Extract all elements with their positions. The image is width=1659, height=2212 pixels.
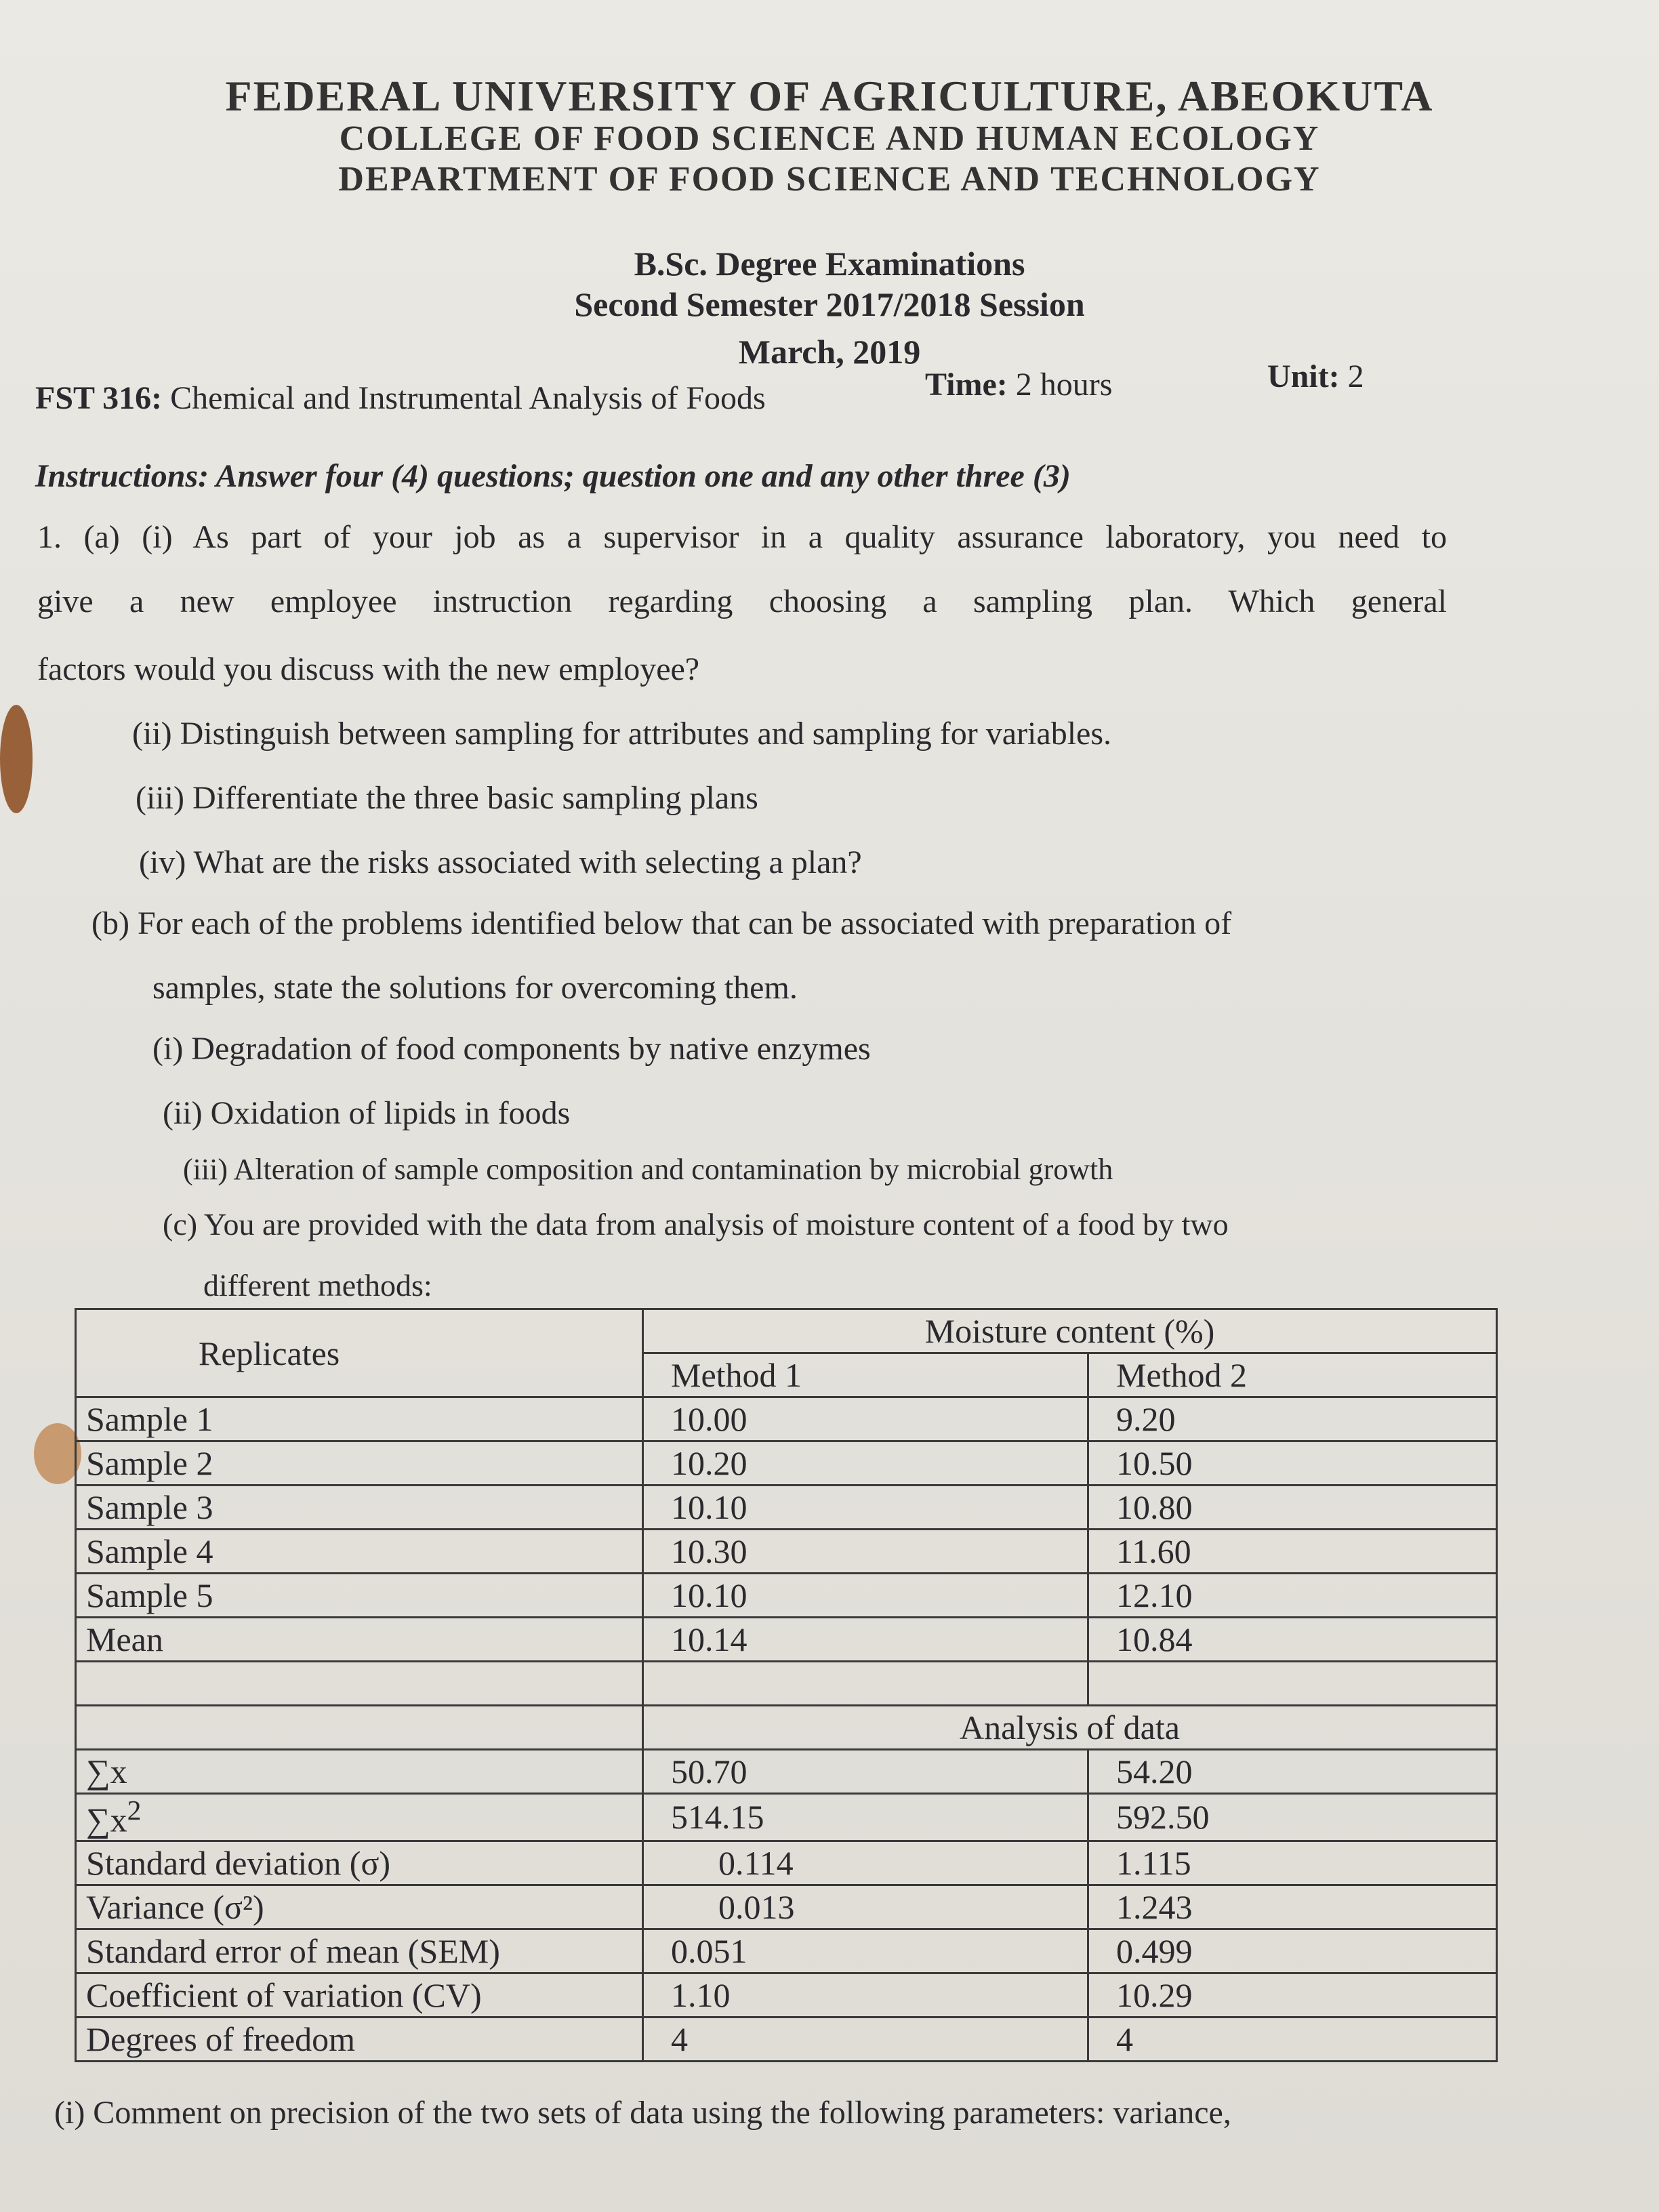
table-row [76,1397,1497,1441]
question-1a-iv: (iv) What are the risks associated with selecting a plan? [139,844,862,880]
method-2-value: 592.50 [1088,1794,1497,1841]
time-line [925,366,1112,403]
method-1-value: 10.14 [643,1618,1088,1662]
method-2-value: 10.84 [1088,1618,1497,1662]
row-label: Sample 4 [76,1530,643,1574]
row-label: Standard deviation (σ) [76,1841,643,1885]
method-1-value: 10.00 [643,1397,1088,1441]
empty-cell [1088,1662,1497,1706]
method-2-value: 0.499 [1088,1929,1497,1973]
row-label: Sample 2 [76,1441,643,1486]
row-label: Sample 5 [76,1574,643,1618]
method-2-value: 1.243 [1088,1885,1497,1929]
method-2-value: 11.60 [1088,1530,1497,1574]
unit-value: 2 [1347,359,1364,394]
question-1b-line2: samples, state the solutions for overcoming them. [152,970,798,1006]
unit-line [1267,358,1364,395]
sum-x-squared-label: ∑x [86,1801,127,1839]
row-label: ∑x [76,1750,643,1794]
method-1-value: 10.30 [643,1530,1088,1574]
method-2-value: 54.20 [1088,1750,1497,1794]
method-1-value: 0.114 [643,1841,1088,1885]
moisture-header: Moisture content (%) [643,1309,1497,1353]
course-title: Chemical and Instrumental Analysis of Foods [170,380,766,416]
question-1a-i-line2: give a new employee instruction regarding choosing a sampling plan. Which general [37,583,1447,619]
method-1-value: 1.10 [643,1973,1088,2017]
table-row [76,1662,1497,1706]
table-row [76,1885,1497,1929]
replicates-header: Replicates [76,1309,643,1397]
question-1a-i-line3: factors would you discuss with the new employee? [37,651,700,687]
method-1-value: 0.013 [643,1885,1088,1929]
question-1b-ii: (ii) Oxidation of lipids in foods [163,1095,571,1131]
method-1-value: 514.15 [643,1794,1088,1841]
college-name: COLLEGE OF FOOD SCIENCE AND HUMAN ECOLOGY [339,119,1320,158]
row-label [76,1885,643,1929]
table-row [76,1750,1497,1794]
stain-mark [0,705,33,813]
row-label: Standard error of mean (SEM) [76,1929,643,1973]
instructions: Instructions: Answer four (4) questions; question one and any other three (3) [35,458,1071,494]
moisture-data-table [75,1308,1498,2062]
row-label: Sample 3 [76,1486,643,1530]
question-1a-i-line1: 1. (a) (i) As part of your job as a supervisor in a quality assurance laboratory, you need to [37,519,1447,555]
course-line [35,380,766,417]
question-1b-line1: (b) For each of the problems identified below that can be associated with preparation of [91,905,1232,941]
table-row [76,1973,1497,2017]
table-row [76,1486,1497,1530]
time-value: 2 hours [1015,367,1113,403]
method-1-value: 10.20 [643,1441,1088,1486]
row-label: Coefficient of variation (CV) [76,1973,643,2017]
question-1a-ii: (ii) Distinguish between sampling for attributes and sampling for variables. [132,716,1112,752]
table-row [76,1618,1497,1662]
table-row [76,1841,1497,1885]
table-row [76,1441,1497,1486]
method-2-value: 10.80 [1088,1486,1497,1530]
row-label: Sample 1 [76,1397,643,1441]
time-label: Time: [925,367,1008,403]
row-label: $\sum x^2$ [76,1794,643,1841]
table-row [76,1929,1497,1973]
method-1-value: 50.70 [643,1750,1088,1794]
course-code: FST 316: [35,380,163,416]
method-1-header: Method 1 [643,1353,1088,1397]
method-2-header: Method 2 [1088,1353,1497,1397]
question-1c-line1: (c) You are provided with the data from analysis of moisture content of a food by two [163,1207,1229,1242]
method-2-value: 10.29 [1088,1973,1497,2017]
empty-cell [643,1662,1088,1706]
method-2-value: 4 [1088,2017,1497,2061]
method-2-value: 12.10 [1088,1574,1497,1618]
analysis-header: Analysis of data [643,1706,1497,1750]
table-row [76,1574,1497,1618]
question-1a-iii: (iii) Differentiate the three basic sampling plans [136,780,758,816]
department-name: DEPARTMENT OF FOOD SCIENCE AND TECHNOLOGY [338,160,1321,199]
variance-label: Variance (σ²) [86,1887,264,1926]
table-row [76,2017,1497,2061]
method-1-value: 4 [643,2017,1088,2061]
table-row [76,1309,1497,1353]
empty-cell [76,1706,643,1750]
semester: Second Semester 2017/2018 Session [574,285,1085,323]
question-1b-iii: (iii) Alteration of sample composition and contamination by microbial growth [183,1153,1113,1186]
question-1c-i: (i) Comment on precision of the two sets of data using the following parameters: variance, [54,2095,1231,2131]
table-row [76,1706,1497,1750]
method-1-value: 0.051 [643,1929,1088,1973]
exam-date: March, 2019 [738,333,921,371]
row-label: Degrees of freedom [76,2017,643,2061]
empty-cell [76,1662,643,1706]
method-2-value: 1.115 [1088,1841,1497,1885]
method-2-value: 9.20 [1088,1397,1497,1441]
question-1b-i: (i) Degradation of food components by native enzymes [152,1031,871,1067]
table-row [76,1530,1497,1574]
unit-label: Unit: [1267,359,1340,394]
table-row [76,1794,1497,1841]
question-1c-line2: different methods: [203,1268,432,1303]
university-name: FEDERAL UNIVERSITY OF AGRICULTURE, ABEOKUTA [225,72,1434,120]
row-label: Mean [76,1618,643,1662]
method-1-value: 10.10 [643,1574,1088,1618]
exam-title: B.Sc. Degree Examinations [634,245,1025,283]
method-2-value: 10.50 [1088,1441,1497,1486]
method-1-value: 10.10 [643,1486,1088,1530]
